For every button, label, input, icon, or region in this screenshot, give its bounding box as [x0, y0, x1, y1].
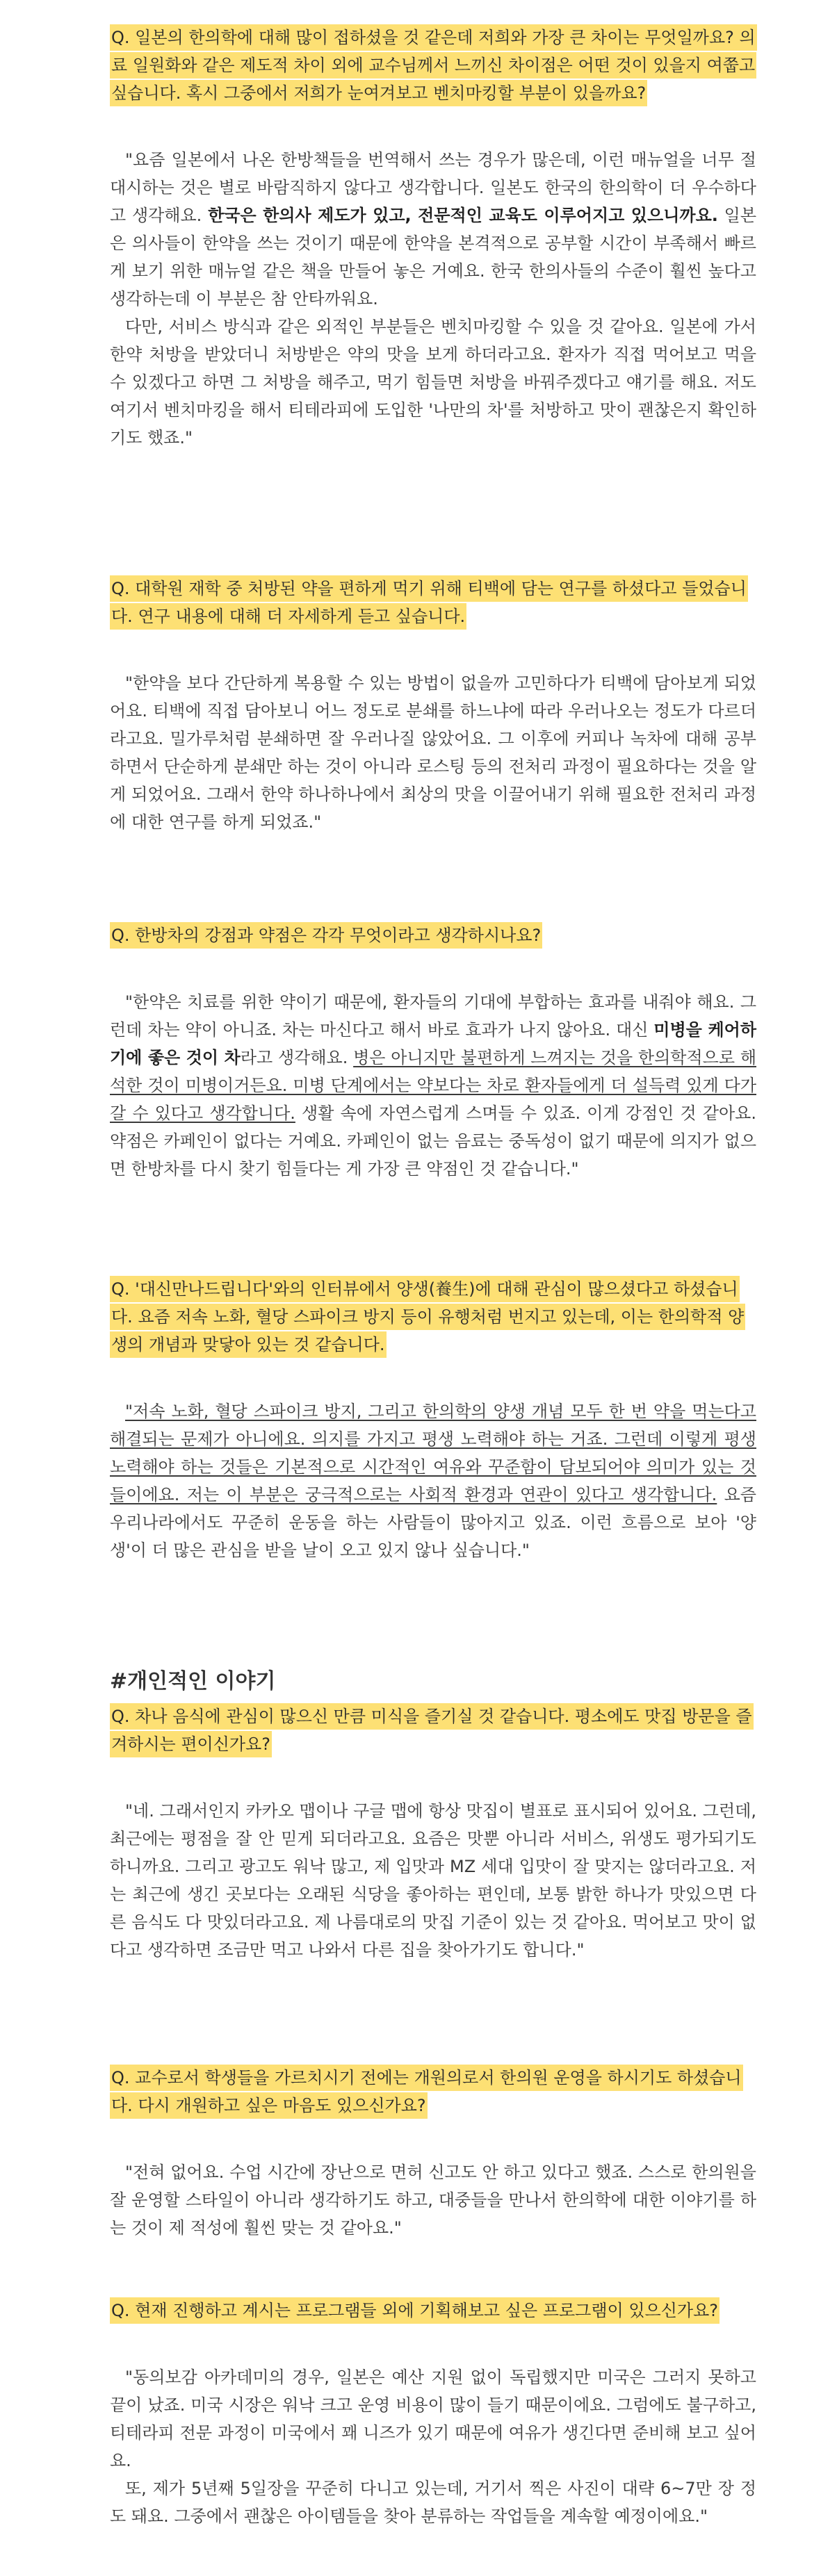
answer-6-paragraph-1: "전혀 없어요. 수업 시간에 장난으로 면허 신고도 안 하고 있다고 했죠. 스스로 한의원을 잘 운영할 스타일이 아니라 생각하기도 하고, 대중들을 만나서 한의학에 대한 이야기를 하는 것이 제 적성에 훨씬 맞는 것 같아요." — [110, 2163, 756, 2238]
question-highlight: Q. 한방차의 강점과 약점은 각각 무엇이라고 생각하시나요? — [110, 922, 542, 949]
answer-1-paragraph-1: "요즘 일본에서 나온 한방책들을 번역해서 쓰는 경우가 많은데, 이런 매뉴얼을 너무 절대시하는 것은 별로 바람직하지 않다고 생각합니다. 일본도 한국의 한의학이 더 우수하다고 생각해요. 한국은 한의사 제도가 있고, 전문적인 교육도 이루어지고 있으니까요. 일본은 의사들이 한약을 쓰는 것이기 때문에 한약을 본격적으로 공부할 시간이 부족해서 빠르게 보기 위한 매뉴얼 같은 책을 만들어 놓은 거예요. 한국 한의사들의 수준이 훨씬 높다고 생각하는데 이 부분은 참 안타까워요. — [110, 150, 757, 309]
qa-block-1 — [110, 24, 756, 452]
question-highlight: Q. 현재 진행하고 계시는 프로그램들 외에 기획해보고 싶은 프로그램이 있으신가요? — [110, 2297, 720, 2324]
answer-bold-text: 미병을 케어하기에 좋은 것이 차 — [110, 1020, 757, 1067]
answer-underlined-text: "저속 노화, 혈당 스파이크 방지, 그리고 한의학의 양생 개념 모두 한 번 약을 먹는다고 해결되는 문제가 아니에요. 의지를 가지고 평생 노력해야 하는 거죠. 그런데 이렇게 평생 노력해야 하는 것들은 기본적으로 시간적인 여유와 꾸준함이 담보되어야 의미가 있는 것들이에요. 저는 이 부분은 궁극적으로는 사회적 환경과 연관이 있다고 생각합니다. — [110, 1402, 756, 1504]
section-heading: #개인적인 이야기 — [110, 1669, 276, 1693]
answer-underlined-text: 병은 아니지만 불편하게 느껴지는 것을 한의학적으로 해석한 것이 미병이거든요. 미병 단계에서는 약보다는 차로 환자들에게 더 설득력 있게 다가갈 수 있다고 생각합니다. — [110, 1048, 756, 1123]
question-7 — [110, 2297, 756, 2324]
qa-block-4 — [110, 1275, 756, 1564]
answer-1-paragraph-2: 다만, 서비스 방식과 같은 외적인 부분들은 벤치마킹할 수 있을 것 같아요. 일본에 가서 한약 처방을 받았더니 처방받은 약의 맛을 보게 하더라고요. 환자가 직접 먹어보고 먹을 수 있겠다고 하면 그 처방을 해주고, 먹기 힘들면 처방을 바꿔주겠다고 얘기를 해요. 저도 여기서 벤치마킹을 해서 티테라피에 도입한 '나만의 차'를 처방하고 맛이 괜찮은지 확인하기도 했죠." — [110, 317, 756, 448]
question-highlight: Q. 차나 음식에 관심이 많으신 만큼 미식을 즐기실 것 같습니다. 평소에도 맛집 방문을 즐겨하시는 편이신가요? — [110, 1703, 754, 1757]
question-6 — [110, 2064, 756, 2119]
answer-7-paragraph-2: 또, 제가 5년째 5일장을 꾸준히 다니고 있는데, 거기서 찍은 사진이 대략 6~7만 장 정도 돼요. 그중에서 괜찮은 아이템들을 찾아 분류하는 작업들을 계속할 예정이에요." — [110, 2479, 756, 2526]
question-3 — [110, 921, 756, 949]
qa-block-7 — [110, 2297, 756, 2530]
qa-block-2 — [110, 575, 756, 836]
qa-block-3 — [110, 921, 756, 1183]
question-highlight: Q. 교수로서 학생들을 가르치시기 전에는 개원의로서 한의원 운영을 하시기도 하셨습니다. 다시 개원하고 싶은 마음도 있으신가요? — [110, 2065, 743, 2119]
question-4 — [110, 1275, 756, 1359]
question-highlight: Q. 일본의 한의학에 대해 많이 접하셨을 것 같은데 저희와 가장 큰 차이는 무엇일까요? 의료 일원화와 같은 제도적 차이 외에 교수님께서 느끼신 차이점은 어떤 것이 있을지 여쭙고 싶습니다. 혹시 그중에서 저희가 눈여겨보고 벤치마킹할 부분이 있을까요? — [110, 24, 757, 106]
answer-4-paragraph-1: "저속 노화, 혈당 스파이크 방지, 그리고 한의학의 양생 개념 모두 한 번 약을 먹는다고 해결되는 문제가 아니에요. 의지를 가지고 평생 노력해야 하는 거죠. 그런데 이렇게 평생 노력해야 하는 것들은 기본적으로 시간적인 여유와 꾸준함이 담보되어야 의미가 있는 것들이에요. 저는 이 부분은 궁극적으로는 사회적 환경과 연관이 있다고 생각합니다. 요즘 우리나라에서도 꾸준히 운동을 하는 사람들이 많아지고 있죠. 이런 흐름으로 보아 '양생'이 더 많은 관심을 받을 날이 오고 있지 않나 싶습니다." — [110, 1402, 756, 1560]
question-5 — [110, 1703, 756, 1758]
question-highlight: Q. '대신만나드립니다'와의 인터뷰에서 양생(養生)에 대해 관심이 많으셨다고 하셨습니다. 요즘 저속 노화, 혈당 스파이크 방지 등이 유행처럼 번지고 있는데, 이는 한의학적 양생의 개념과 맞닿아 있는 것 같습니다. — [110, 1276, 745, 1358]
answer-3-paragraph-1: "한약은 치료를 위한 약이기 때문에, 환자들의 기대에 부합하는 효과를 내줘야 해요. 그런데 차는 약이 아니죠. 차는 마신다고 해서 바로 효과가 나지 않아요. 대신 미병을 케어하기에 좋은 것이 차라고 생각해요. 병은 아니지만 불편하게 느껴지는 것을 한의학적으로 해석한 것이 미병이거든요. 미병 단계에서는 약보다는 차로 환자들에게 더 설득력 있게 다가갈 수 있다고 생각합니다. 생활 속에 자연스럽게 스며들 수 있죠. 이게 강점인 것 같아요. 약점은 카페인이 없다는 거예요. 카페인이 없는 음료는 중독성이 없기 때문에 의지가 없으면 한방차를 다시 찾기 힘들다는 게 가장 큰 약점인 것 같습니다." — [110, 992, 757, 1179]
answer-2-paragraph-1: "한약을 보다 간단하게 복용할 수 있는 방법이 없을까 고민하다가 티백에 담아보게 되었어요. 티백에 직접 담아보니 어느 정도로 분쇄를 하느냐에 따라 우러나오는 정도가 다르더라고요. 밀가루처럼 분쇄하면 잘 우러나질 않았어요. 그 이후에 커피나 녹차에 대해 공부하면서 단순하게 분쇄만 하는 것이 아니라 로스팅 등의 전처리 과정이 필요하다는 것을 알게 되었어요. 그래서 한약 하나하나에서 최상의 맛을 이끌어내기 위해 필요한 전처리 과정에 대한 연구를 하게 되었죠." — [110, 673, 756, 832]
answer-bold-text: 한국은 한의사 제도가 있고, 전문적인 교육도 이루어지고 있으니까요. — [208, 206, 718, 225]
answer-5-paragraph-1: "네. 그래서인지 카카오 맵이나 구글 맵에 항상 맛집이 별표로 표시되어 있어요. 그런데, 최근에는 평점을 잘 안 믿게 되더라고요. 요즘은 맛뿐 아니라 서비스, 위생도 평가되기도 하니까요. 그리고 광고도 워낙 많고, 제 입맛과 MZ 세대 입맛이 잘 맞지는 않더라고요. 저는 최근에 생긴 곳보다는 오래된 식당을 좋아하는 편인데, 보통 밝한 하나가 맛있으면 다른 음식도 다 맛있더라고요. 제 나름대로의 맛집 기준이 있는 것 같아요. 먹어보고 맛이 없다고 생각하면 조금만 먹고 나와서 다른 집을 찾아가기도 합니다." — [110, 1801, 756, 1960]
question-2 — [110, 575, 756, 630]
answer-7-paragraph-1: "동의보감 아카데미의 경우, 일본은 예산 지원 없이 독립했지만 미국은 그러지 못하고 끝이 났죠. 미국 시장은 워낙 크고 운영 비용이 많이 들기 때문이에요. 그럼에도 불구하고, 티테라피 전문 과정이 미국에서 꽤 니즈가 있기 때문에 여유가 생긴다면 준비해 보고 싶어요. — [110, 2368, 756, 2470]
question-1 — [110, 24, 756, 107]
question-highlight: Q. 대학원 재학 중 처방된 약을 편하게 먹기 위해 티백에 담는 연구를 하셨다고 들었습니다. 연구 내용에 대해 더 자세하게 듣고 싶습니다. — [110, 575, 748, 630]
qa-block-5 — [110, 1703, 756, 1964]
qa-block-6 — [110, 2064, 756, 2242]
